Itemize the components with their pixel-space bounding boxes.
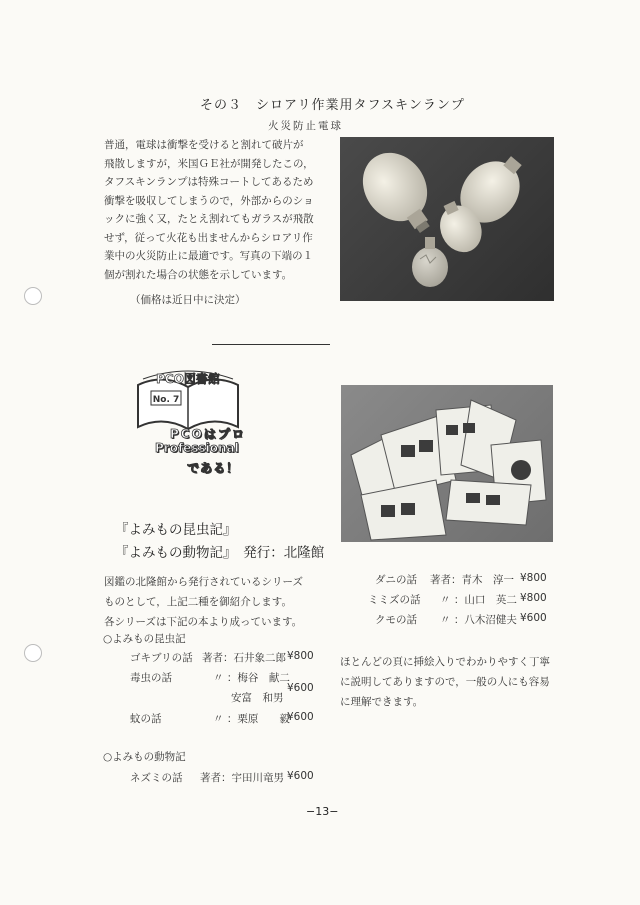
book-title: ネズミの話 — [130, 772, 183, 784]
book-author: 〃 ：八木沼健夫 — [440, 614, 517, 626]
book-title: ゴキブリの話 — [130, 652, 193, 664]
book-title: 毒虫の話 — [130, 672, 172, 684]
book-title: 蚊の話 — [130, 713, 162, 725]
book-title-insects: 『よみもの昆虫記』 — [115, 522, 237, 538]
article-heading: その３ シロアリ作業用タフスキンランプ — [200, 98, 465, 113]
book-author: 著者：石井象二郎 — [202, 652, 286, 664]
logo-badge: No. 7 — [152, 395, 180, 405]
closing-text — [340, 652, 550, 712]
book-author: 著者：宇田川竜男 — [200, 772, 284, 784]
book-title: クモの話 — [375, 614, 417, 626]
body-line: 業中の火災防止に最適です。写真の下端の１ — [104, 250, 314, 262]
lamp-photo — [340, 137, 554, 301]
books-photo — [341, 385, 553, 542]
book-title: ミミズの話 — [368, 594, 421, 606]
books-image — [341, 385, 553, 542]
book-author: 安富 和男 — [231, 692, 284, 704]
section-divider — [212, 344, 330, 345]
book-price: ¥600 — [287, 682, 314, 694]
book-price: ¥600 — [287, 711, 314, 723]
closing-line: に説明してありますので，一般の人にも容易 — [340, 676, 550, 688]
books-intro — [104, 572, 303, 632]
book-price: ¥600 — [287, 770, 314, 782]
body-line: 飛散しますが，米国ＧＥ社が開発したこの， — [104, 157, 314, 170]
light-bulbs-image — [340, 137, 554, 301]
punch-hole-bottom — [24, 644, 42, 662]
intro-line: 図鑑の北隆館から発行されているシリーズ — [104, 576, 303, 588]
body-line: 普通，電球は衝撃を受けると割れて破片が — [104, 139, 304, 151]
body-line: タフスキンランプは特殊コートしてあるため — [104, 176, 314, 188]
body-line: 衝撃を吸収してしまうので，外部からのショ — [104, 194, 314, 207]
intro-line: ものとして，上記二種を御紹介します。 — [104, 596, 292, 608]
book-author: 〃 ：梅谷 献二 — [213, 672, 290, 684]
book-author: 〃 ：栗原 毅 — [213, 713, 290, 725]
logo-line-2: Professional — [155, 441, 239, 455]
book-author: 著者：青木 淳一 — [430, 574, 514, 586]
logo-line-1: PCOはプロ — [170, 427, 246, 441]
book-author: 〃 ：山口 英二 — [440, 594, 517, 606]
logo-line-3: である！ — [187, 461, 240, 475]
book-price: ¥600 — [520, 612, 547, 624]
section-insects: ○よみもの昆虫記 — [103, 633, 186, 645]
logo-top-text: PCO図書館 — [156, 372, 220, 386]
body-line: ックに強く又，たとえ割れてもガラスが飛散 — [104, 213, 314, 225]
closing-line: に理解できます。 — [340, 696, 424, 708]
body-line: 個が割れた場合の状態を示しています。 — [104, 268, 293, 281]
article-subheading: 火災防止電球 — [268, 120, 343, 132]
book-title-animals: 『よみもの動物記』 発行：北隆館 — [115, 545, 325, 561]
section-animals: ○よみもの動物記 — [103, 751, 186, 763]
book-price: ¥800 — [520, 572, 547, 584]
punch-hole-top — [24, 287, 42, 305]
book-price: ¥800 — [287, 650, 314, 662]
page-number: −13− — [306, 805, 339, 818]
book-title: ダニの話 — [375, 574, 417, 586]
article-body — [104, 136, 326, 284]
closing-line: ほとんどの頁に挿絵入りでわかりやすく丁寧 — [340, 656, 550, 668]
body-line: せず，従って火花も出ませんからシロアリ作 — [104, 231, 313, 244]
book-price: ¥800 — [520, 592, 547, 604]
price-note: （価格は近日中に決定） — [130, 294, 246, 306]
intro-line: 各シリーズは下記の本より成っています。 — [104, 616, 303, 628]
